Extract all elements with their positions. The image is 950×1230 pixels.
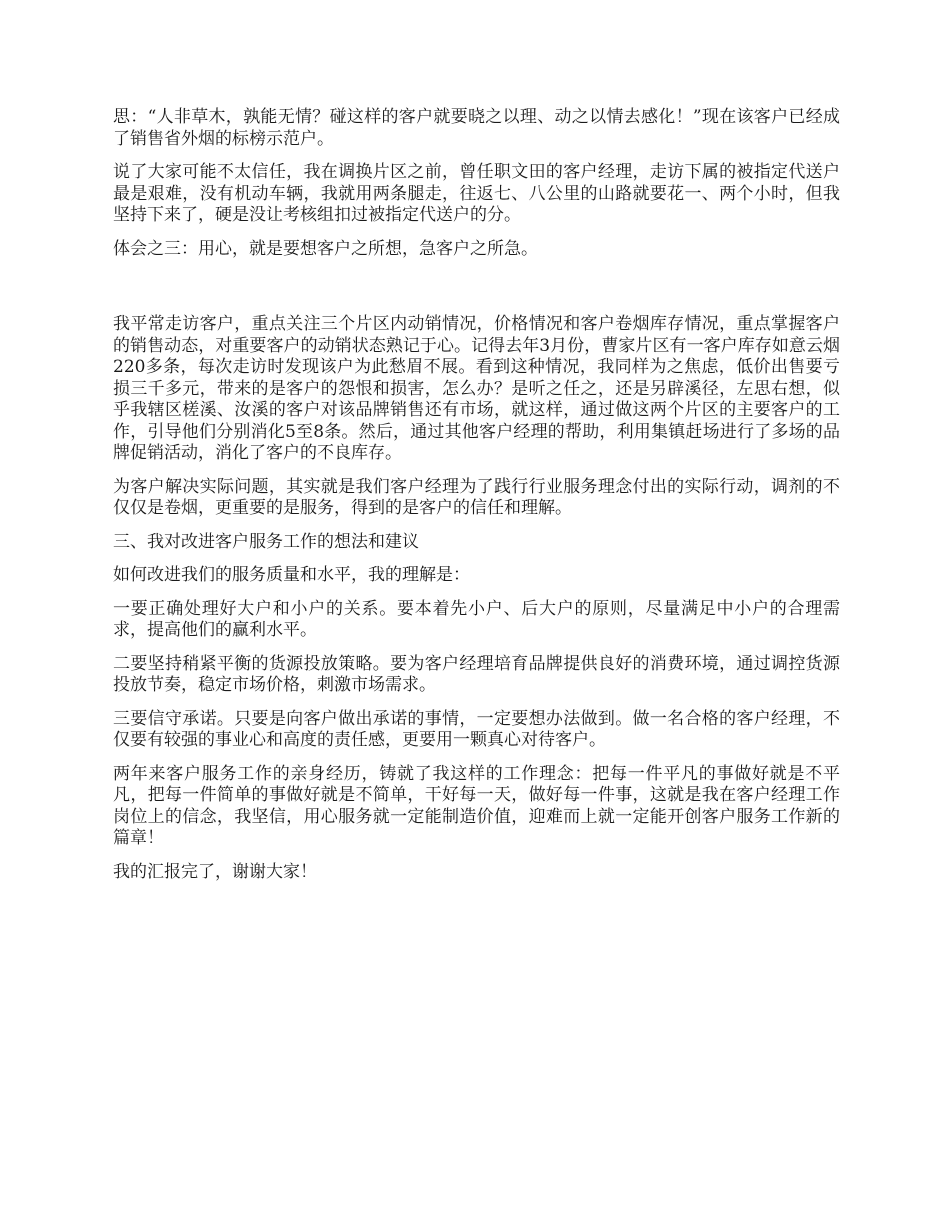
paragraph-3: 体会之三：用心，就是要想客户之所想，急客户之所急。	[113, 238, 538, 259]
paragraph-8: 二要坚持稍紧平衡的货源投放策略。要为客户经理培育品牌提供良好的消费环境，通过调控货源投放节奏，稳定市场价格，刺激市场需求。	[113, 653, 840, 695]
section-heading: 三、我对改进客户服务工作的想法和建议	[113, 531, 419, 552]
closing-remark: 我的汇报完了，谢谢大家！	[113, 861, 317, 882]
paragraph-7: 一要正确处理好大户和小户的关系。要本着先小户、后大户的原则，尽量满足中小户的合理需求，提高他们的赢利水平。	[113, 598, 840, 640]
paragraph-5: 为客户解决实际问题，其实就是我们客户经理为了践行行业服务理念付出的实际行动，调剂的不仅仅是卷烟，更重要的是服务，得到的是客户的信任和理解。	[113, 476, 840, 518]
paragraph-6: 如何改进我们的服务质量和水平，我的理解是：	[113, 565, 470, 585]
paragraph-1: 思：“人非草木，孰能无情？碰这样的客户就要晓之以理、动之以情去感化！”现在该客户已经成了销售省外烟的标榜示范户。	[113, 107, 840, 149]
document-page	[113, 107, 840, 895]
paragraph-9: 三要信守承诺。只要是向客户做出承诺的事情，一定要想办法做到。做一名合格的客户经理，不仅要有较强的事业心和高度的责任感，更要用一颗真心对待客户。	[113, 708, 840, 750]
paragraph-4: 我平常走访客户，重点关注三个片区内动销情况，价格情况和客户卷烟库存情况，重点掌握客户的销售动态，对重要客户的动销状态熟记于心。记得去年3月份，曹家片区有一客户库存如意云烟220多条，每次走访时发现该户为此愁眉不展。看到这种情况，我同样为之焦虑，低价出售要亏损三千多元，带来的是客户的怨恨和损害，怎么办？是听之任之，还是另辟溪径，左思右想，似乎我辖区槎溪、汝溪的客户对该品牌销售还有市场，就这样，通过做这两个片区的主要客户的工作，引导他们分别消化5至8条。然后，通过其他客户经理的帮助，利用集镇赶场进行了多场的品牌促销活动，消化了客户的不良库存。	[113, 314, 840, 463]
paragraph-2: 说了大家可能不太信任，我在调换片区之前，曾任职文田的客户经理，走访下属的被指定代送户最是艰难，没有机动车辆，我就用两条腿走，往返七、八公里的山路就要花一、两个小时，但我坚持下来了，硬是没让考核组扣过被指定代送户的分。	[113, 162, 840, 225]
paragraph-10: 两年来客户服务工作的亲身经历，铸就了我这样的工作理念：把每一件平凡的事做好就是不平凡，把每一件简单的事做好就是不简单，干好每一天，做好每一件事，这就是我在客户经理工作岗位上的信念，我坚信，用心服务就一定能制造价值，迎难而上就一定能开创客户服务工作新的篇章！	[113, 763, 840, 848]
